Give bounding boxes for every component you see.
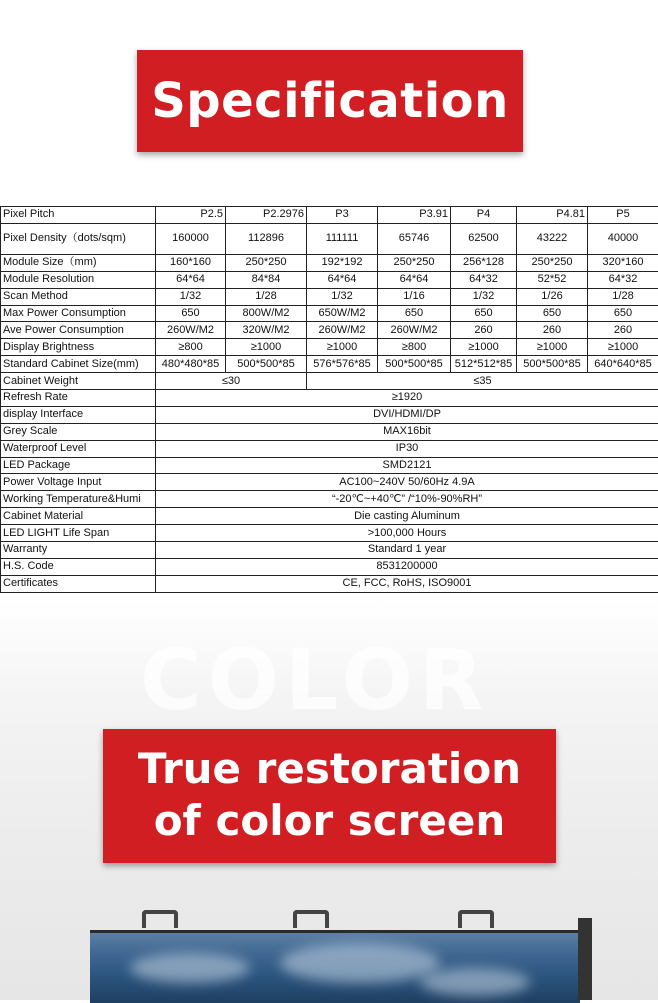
table-cell: DVI/HDMI/DP: [156, 406, 658, 423]
table-cell: 650: [156, 305, 226, 322]
table-cell: 500*500*85: [517, 356, 588, 373]
color-watermark: COLOR: [140, 640, 540, 720]
table-row: [1, 575, 658, 592]
table-cell: “-20℃~+40℃” /“10%-90%RH”: [156, 491, 658, 508]
row-label: display Interface: [1, 406, 156, 423]
table-cell: 650: [517, 305, 588, 322]
banner-line-2: of color screen: [103, 795, 556, 847]
table-cell: SMD2121: [156, 457, 658, 474]
table-cell: 1/32: [307, 288, 378, 305]
table-cell: ≥1000: [451, 339, 517, 356]
table-cell: 800W/M2: [226, 305, 307, 322]
table-cell: 260W/M2: [378, 322, 451, 339]
table-row: [1, 390, 658, 407]
table-row: [1, 423, 658, 440]
row-label: Display Brightness: [1, 339, 156, 356]
color-restoration-banner: [103, 729, 556, 863]
table-row: [1, 339, 658, 356]
row-label: Refresh Rate: [1, 390, 156, 407]
table-cell: 650: [588, 305, 658, 322]
table-cell: MAX16bit: [156, 423, 658, 440]
table-cell: 650: [378, 305, 451, 322]
cabinet-handle-icon: [142, 910, 178, 928]
row-label: Pixel Pitch: [1, 207, 156, 224]
table-cell: 43222: [517, 223, 588, 254]
table-cell: 1/32: [156, 288, 226, 305]
table-cell: 8531200000: [156, 558, 658, 575]
row-label: Ave Power Consumption: [1, 322, 156, 339]
table-row: [1, 440, 658, 457]
row-label: Module Resolution: [1, 271, 156, 288]
table-row: [1, 356, 658, 373]
table-cell: 500*500*85: [226, 356, 307, 373]
table-cell: 65746: [378, 223, 451, 254]
cabinet-side: [578, 918, 592, 1000]
row-label: Power Voltage Input: [1, 474, 156, 491]
table-cell: 512*512*85: [451, 356, 517, 373]
table-cell: 160000: [156, 223, 226, 254]
table-cell: AC100~240V 50/60Hz 4.9A: [156, 474, 658, 491]
table-cell: 260: [588, 322, 658, 339]
table-cell: ≥800: [156, 339, 226, 356]
table-row: [1, 525, 658, 542]
table-cell: 260W/M2: [307, 322, 378, 339]
table-cell: ≥1000: [307, 339, 378, 356]
cloud-shape: [130, 953, 250, 983]
table-cell: ≥1000: [226, 339, 307, 356]
table-cell: 84*84: [226, 271, 307, 288]
table-row: [1, 322, 658, 339]
row-label: Cabinet Weight: [1, 373, 156, 390]
led-screen-image: [90, 910, 580, 1000]
table-cell: 480*480*85: [156, 356, 226, 373]
row-label: LED Package: [1, 457, 156, 474]
table-cell: 112896: [226, 223, 307, 254]
table-row: [1, 288, 658, 305]
table-cell: ≤30: [156, 373, 307, 390]
table-cell: P4.81: [517, 207, 588, 224]
table-cell: IP30: [156, 440, 658, 457]
specification-table-body: [1, 207, 658, 593]
table-cell: ≥1000: [588, 339, 658, 356]
row-label: Scan Method: [1, 288, 156, 305]
table-row: [1, 542, 658, 559]
table-row-cabinet-weight: [1, 373, 658, 390]
table-cell: 256*128: [451, 254, 517, 271]
table-cell: 64*64: [378, 271, 451, 288]
table-cell: Die casting Aluminum: [156, 508, 658, 525]
table-cell: 64*64: [156, 271, 226, 288]
cabinet-handle-icon: [458, 910, 494, 928]
row-label: Working Temperature&Humi: [1, 491, 156, 508]
specification-table: [0, 206, 658, 593]
table-row: [1, 508, 658, 525]
table-cell: 52*52: [517, 271, 588, 288]
table-row: [1, 474, 658, 491]
table-cell: 62500: [451, 223, 517, 254]
table-cell: P3: [307, 207, 378, 224]
row-label: Warranty: [1, 542, 156, 559]
table-row: [1, 558, 658, 575]
table-cell: 1/26: [517, 288, 588, 305]
table-cell: 160*160: [156, 254, 226, 271]
row-label: Waterproof Level: [1, 440, 156, 457]
cloud-shape: [420, 968, 530, 996]
table-cell: 320W/M2: [226, 322, 307, 339]
table-row: [1, 271, 658, 288]
table-cell: 320*160: [588, 254, 658, 271]
table-cell: 1/28: [588, 288, 658, 305]
table-cell: 1/32: [451, 288, 517, 305]
led-screen-panel: [90, 930, 580, 1003]
table-cell: 40000: [588, 223, 658, 254]
table-cell: P4: [451, 207, 517, 224]
row-label: Certificates: [1, 575, 156, 592]
table-row: [1, 491, 658, 508]
table-cell: ≤35: [307, 373, 658, 390]
table-cell: CE, FCC, RoHS, ISO9001: [156, 575, 658, 592]
table-cell: 260: [517, 322, 588, 339]
row-label: Pixel Density（dots/sqm): [1, 223, 156, 254]
table-cell: 260W/M2: [156, 322, 226, 339]
table-cell: 250*250: [226, 254, 307, 271]
cloud-shape: [280, 943, 440, 983]
table-cell: ≥1920: [156, 390, 658, 407]
table-cell: Standard 1 year: [156, 542, 658, 559]
table-cell: ≥800: [378, 339, 451, 356]
table-cell: 111111: [307, 223, 378, 254]
table-cell: P5: [588, 207, 658, 224]
table-cell: 640*640*85: [588, 356, 658, 373]
table-cell: ≥1000: [517, 339, 588, 356]
table-row: [1, 254, 658, 271]
table-cell: 1/28: [226, 288, 307, 305]
row-label: LED LIGHT Life Span: [1, 525, 156, 542]
table-cell: 500*500*85: [378, 356, 451, 373]
table-row: [1, 457, 658, 474]
row-label: H.S. Code: [1, 558, 156, 575]
table-cell: P2.5: [156, 207, 226, 224]
row-label: Module Size（mm): [1, 254, 156, 271]
table-cell: 650W/M2: [307, 305, 378, 322]
table-cell: 192*192: [307, 254, 378, 271]
table-cell: 64*32: [588, 271, 658, 288]
table-cell: 250*250: [378, 254, 451, 271]
table-cell: >100,000 Hours: [156, 525, 658, 542]
table-row: [1, 305, 658, 322]
table-cell: 650: [451, 305, 517, 322]
row-label: Grey Scale: [1, 423, 156, 440]
cabinet-handle-icon: [293, 910, 329, 928]
row-label: Standard Cabinet Size(mm): [1, 356, 156, 373]
row-label: Max Power Consumption: [1, 305, 156, 322]
table-cell: P3.91: [378, 207, 451, 224]
table-row: [1, 223, 658, 254]
row-label: Cabinet Material: [1, 508, 156, 525]
table-cell: P2.2976: [226, 207, 307, 224]
banner-line-1: True restoration: [103, 743, 556, 795]
table-row: [1, 406, 658, 423]
table-cell: 1/16: [378, 288, 451, 305]
table-cell: 576*576*85: [307, 356, 378, 373]
table-cell: 64*32: [451, 271, 517, 288]
table-cell: 250*250: [517, 254, 588, 271]
table-row-pixel-pitch: [1, 207, 658, 224]
table-cell: 260: [451, 322, 517, 339]
table-cell: 64*64: [307, 271, 378, 288]
specification-banner: Specification: [137, 50, 523, 152]
